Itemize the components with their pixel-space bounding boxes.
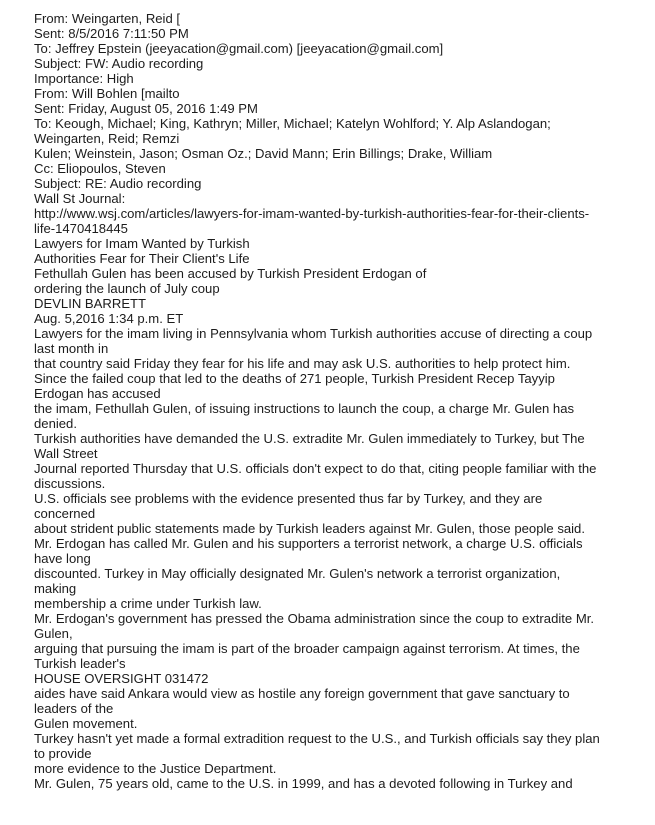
body-line: about strident public statements made by Turkish leaders against Mr. Gulen, those people said. <box>34 521 585 536</box>
body-line: discounted. Turkey in May officially designated Mr. Gulen's network a terrorist organization, <box>34 566 561 581</box>
source-label: Wall St Journal: <box>34 191 126 206</box>
forwarded-sent: Sent: Friday, August 05, 2016 1:49 PM <box>34 101 258 116</box>
body-line: Journal reported Thursday that U.S. officials don't expect to do that, citing people familiar with the <box>34 461 597 476</box>
body-line: U.S. officials see problems with the evidence presented thus far by Turkey, and they are <box>34 491 543 506</box>
body-line: denied. <box>34 416 77 431</box>
body-line: have long <box>34 551 91 566</box>
article-url: http://www.wsj.com/articles/lawyers-for-imam-wanted-by-turkish-authorities-fear-for-their-clients- <box>34 206 590 221</box>
body-line: to provide <box>34 746 92 761</box>
forwarded-to-cont: Kulen; Weinstein, Jason; Osman Oz.; David Mann; Erin Billings; Drake, William <box>34 146 493 161</box>
body-line: Turkish leader's <box>34 656 126 671</box>
body-line: membership a crime under Turkish law. <box>34 596 262 611</box>
body-line: concerned <box>34 506 96 521</box>
body-line: that country said Friday they fear for his life and may ask U.S. authorities to help protect him. <box>34 356 571 371</box>
article-url-cont: life-1470418445 <box>34 221 128 236</box>
body-line: leaders of the <box>34 701 114 716</box>
body-line: Turkish authorities have demanded the U.S. extradite Mr. Gulen immediately to Turkey, but The <box>34 431 585 446</box>
article-byline: DEVLIN BARRETT <box>34 296 147 311</box>
body-line: arguing that pursuing the imam is part of the broader campaign against terrorism. At times, the <box>34 641 580 656</box>
email-header-sent: Sent: 8/5/2016 7:11:50 PM <box>34 26 189 41</box>
body-line: last month in <box>34 341 109 356</box>
body-line: Erdogan has accused <box>34 386 161 401</box>
email-header-to: To: Jeffrey Epstein (jeeyacation@gmail.com) [jeeyacation@gmail.com] <box>34 41 444 56</box>
body-line: Mr. Erdogan's government has pressed the Obama administration since the coup to extradite Mr. <box>34 611 595 626</box>
body-line: Gulen, <box>34 626 73 641</box>
body-line: Mr. Erdogan has called Mr. Gulen and his supporters a terrorist network, a charge U.S. officials <box>34 536 583 551</box>
body-line: Gulen movement. <box>34 716 138 731</box>
article-subhead-cont: ordering the launch of July coup <box>34 281 220 296</box>
article-headline-cont: Authorities Fear for Their Client's Life <box>34 251 250 266</box>
forwarded-cc: Cc: Eliopoulos, Steven <box>34 161 166 176</box>
body-line: Since the failed coup that led to the deaths of 271 people, Turkish President Recep Tayyip <box>34 371 555 386</box>
email-header-from: From: Weingarten, Reid [ <box>34 11 181 26</box>
forwarded-from: From: Will Bohlen [mailto <box>34 86 180 101</box>
body-line: more evidence to the Justice Department. <box>34 761 277 776</box>
body-line: the imam, Fethullah Gulen, of issuing instructions to launch the coup, a charge Mr. Gulen has <box>34 401 575 416</box>
email-header-importance: Importance: High <box>34 71 134 86</box>
body-line: Mr. Gulen, 75 years old, came to the U.S. in 1999, and has a devoted following in Turkey and <box>34 776 573 791</box>
house-oversight-stamp: HOUSE OVERSIGHT 031472 <box>34 671 209 686</box>
email-header-subject: Subject: FW: Audio recording <box>34 56 204 71</box>
body-line: Turkey hasn't yet made a formal extradition request to the U.S., and Turkish officials say they plan <box>34 731 600 746</box>
forwarded-to: To: Keough, Michael; King, Kathryn; Miller, Michael; Katelyn Wohlford; Y. Alp Aslandogan; <box>34 116 551 131</box>
body-line: discussions. <box>34 476 106 491</box>
article-dateline: Aug. 5,2016 1:34 p.m. ET <box>34 311 184 326</box>
forwarded-subject: Subject: RE: Audio recording <box>34 176 202 191</box>
body-line: Lawyers for the imam living in Pennsylvania whom Turkish authorities accuse of directing a coup <box>34 326 593 341</box>
article-subhead: Fethullah Gulen has been accused by Turkish President Erdogan of <box>34 266 427 281</box>
body-line: Wall Street <box>34 446 98 461</box>
body-line: making <box>34 581 77 596</box>
forwarded-to-cont: Weingarten, Reid; Remzi <box>34 131 180 146</box>
body-line: aides have said Ankara would view as hostile any foreign government that gave sanctuary to <box>34 686 570 701</box>
article-headline: Lawyers for Imam Wanted by Turkish <box>34 236 250 251</box>
